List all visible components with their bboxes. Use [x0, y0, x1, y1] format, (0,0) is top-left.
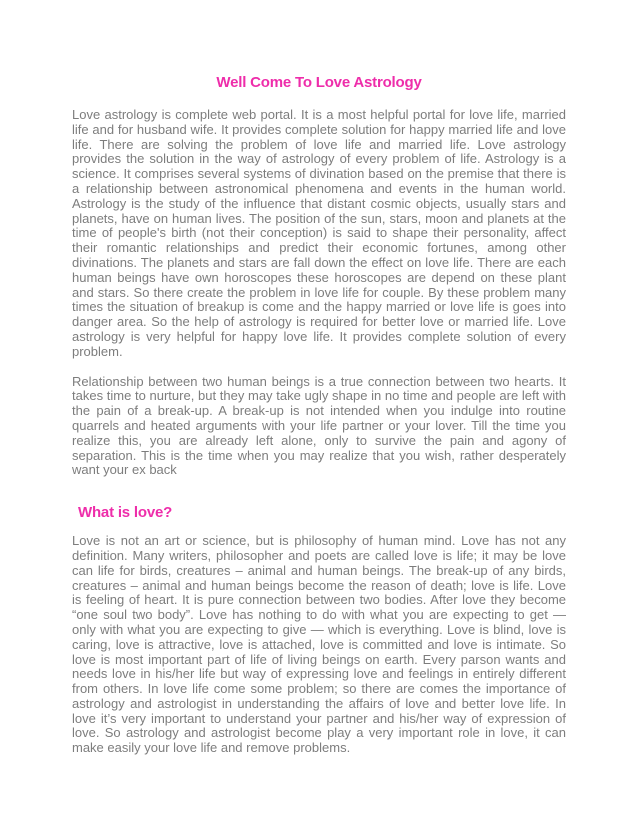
intro-paragraph: Love astrology is complete web portal. It is a most helpful portal for love life, married life and for husband wife. It provides complete solution for happy married life and love life. There are solving the problem of love life and married life. Love astrology provides the solution in the way of astrology of every problem of life. Astrology is a science. It comprises several systems of divination based on the premise that there is a relationship between astronomical phenomena and events in the human world. Astrology is the study of the influence that distant cosmic objects, usually stars and planets, have on human lives. The position of the sun, stars, moon and planets at the time of people's birth (not their conception) is said to shape their personality, affect their romantic relationships and predict their economic fortunes, among other divinations. The planets and stars are fall down the effect on love life. There are each human beings have own horoscopes these horoscopes are depend on these plant and stars. So there create the problem in love life for couple. By these problem many times the situation of breakup is come and the happy married or love life is goes into danger area. So the help of astrology is required for better love or married life. Love astrology is very helpful for happy love life. It provides complete solution of every problem. — [72, 107, 566, 359]
what-is-love-paragraph: Love is not an art or science, but is philosophy of human mind. Love has not any definition. Many writers, philosopher and poets are called love is life; it may be love can life for birds, creatures – animal and human beings. The break-up of any birds, creatures – animal and human beings become the reason of death; love is life. Love is feeling of heart. It is pure connection between two bodies. After love they become “one soul two body”. Love has nothing to do with what you are expecting to get — only with what you are expecting to give — which is everything. Love is blind, love is caring, love is attractive, love is attached, love is committed and love is intimate. So love is most important part of life of living beings on earth. Every parson wants and needs love in his/her life but way of expressing love and feelings in entirely different from others. In love life come some problem; so there are comes the importance of astrology and astrologist in understanding the affairs of love and better love life. In love it’s very important to understand your partner and his/her way of expression of love. So astrology and astrologist become play a very important role in love, it can make easily your love life and remove problems. — [72, 533, 566, 756]
section-heading-what-is-love: What is love? — [78, 504, 173, 522]
page-title: Well Come To Love Astrology — [216, 74, 422, 91]
relationship-paragraph: Relationship between two human beings is a true connection between two hearts. It takes time to nurture, but they may take ugly shape in no time and people are left with the pain of a break-up. A break-up is not intended when you indulge into routine quarrels and heated arguments with your life partner or your lover. Till the time you realize this, you are already left alone, only to survive the pain and agony of separation. This is the time when you may realize that you wish, rather desperately want your ex back — [72, 373, 566, 478]
